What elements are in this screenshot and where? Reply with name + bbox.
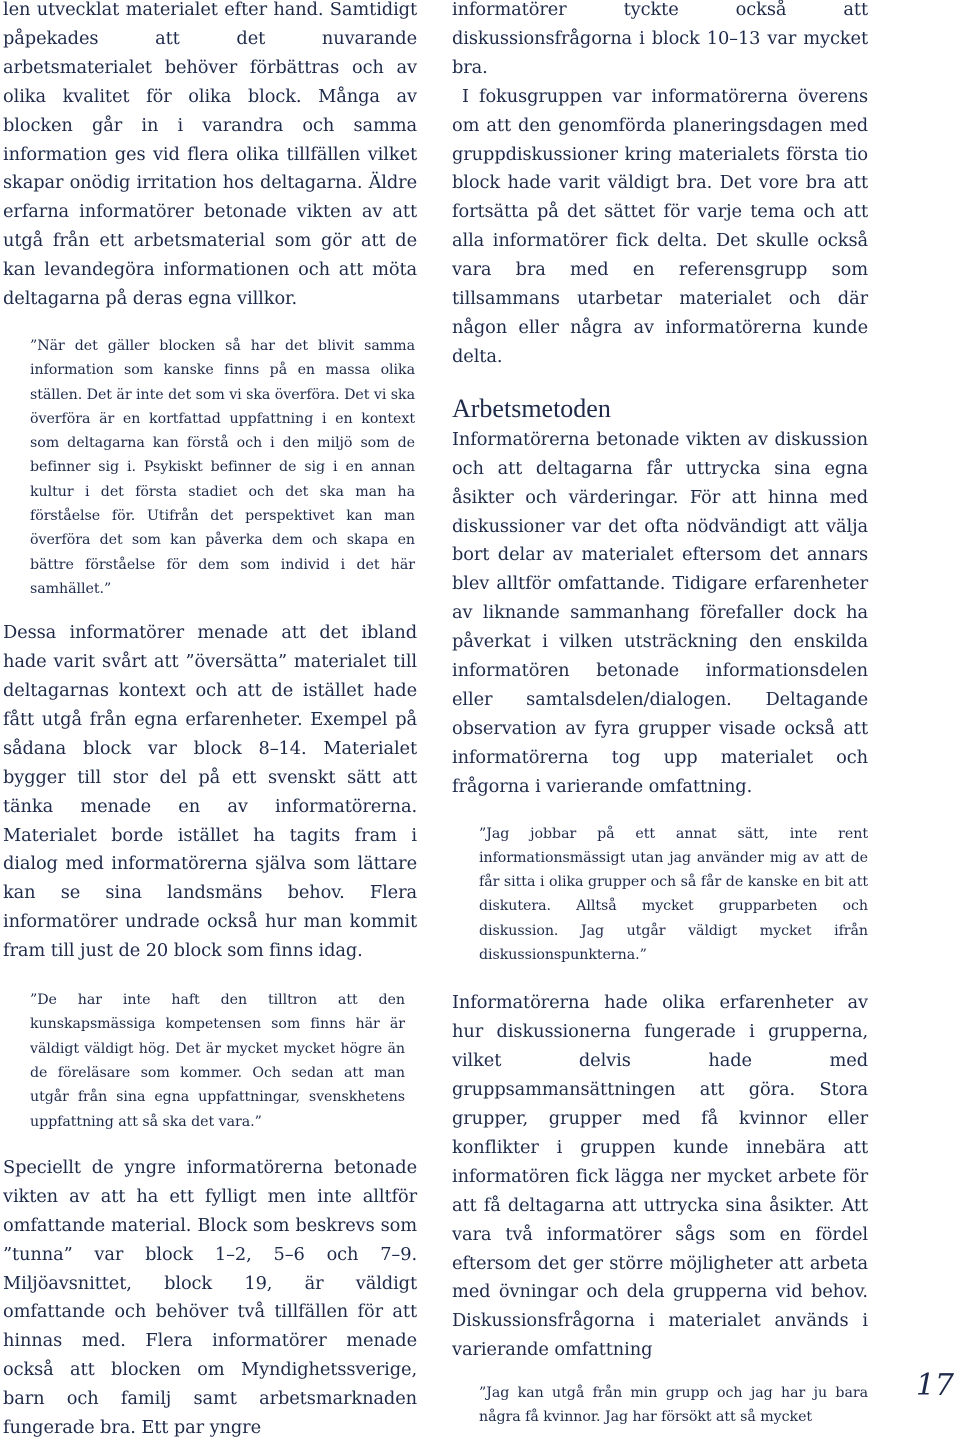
body-paragraph: I fokusgruppen var informatörerna överens om att den genomförda planeringsdagen med gruppdiskussioner kring materialets första tio block hade varit väldigt bra. Det vore bra att fortsätta på det sättet för varje tema och att alla informatörer fick delta. Det skulle också vara bra med en referensgrupp som tillsammans utarbetar materialet och där någon eller några av informatörerna kunde delta.	[452, 85, 868, 367]
body-paragraph: Speciellt de yngre informatörerna betonade vikten av att ha ett fylligt men inte alltför omfattande material. Block som beskrevs som ”tunna” var block 1–2, 5–6 och 7–9. Miljöavsnittet, block 19, är väldigt omfattande och behöver två tillfällen för att hinnas med. Flera informatörer menade också att blocken om Myndighetssverige, barn och familj samt arbetsmarknaden fungerade bra. Ett par yngre	[3, 1156, 417, 1439]
body-paragraph: informatörer tyckte också att diskussionsfrågorna i block 10–13 var mycket bra.	[452, 0, 868, 78]
block-quote: ”När det gäller blocken så har det blivit samma information som kanske finns på en massa olika ställen. Det är inte det som vi ska överföra. Det vi ska överföra är en kortfattad uppfattning i en kontext som deltagarna kan förstå och i den miljö som de befinner sig i. Psykiskt befinner de sig i en annan kultur i det första stadiet och det ska man ha förståelse för. Utifrån det perspektivet kan man överföra det som kan påverka dem och skapa en bättre förståelse för dem som individ i det här samhället.”	[30, 337, 415, 597]
block-quote: ”Jag jobbar på ett annat sätt, inte rent informationsmässigt utan jag använder mig av att de får sitta i olika grupper och så får de kanske en bit att diskutera. Alltså mycket grupparbeten och diskussion. Jag utgår väldigt mycket ifrån diskussionspunkterna.”	[479, 825, 868, 964]
body-paragraph: len utvecklat materialet efter hand. Samtidigt påpekades att det nuvarande arbetsmaterialet behöver förbättras och av olika kvalitet för olika block. Många av blocken går in i varandra och samma information ges vid flera olika tillfällen vilket skapar onödig irritation hos deltagarna. Äldre erfarna informatörer betonade vikten av att utgå från ett arbetsmaterial som gör att de kan levandegöra informationen och att möta deltagarna på deras egna villkor.	[3, 0, 417, 310]
block-quote: ”De har inte haft den tilltron att den kunskapsmässiga kompetensen som finns här är väldigt väldigt hög. Det är mycket mycket högre än de föreläsare som kommer. Och sedan att man utgår från sina egna uppfattningar, svenskhetens uppfattning att så ska det vara.”	[30, 992, 405, 1130]
right-column	[452, 0, 868, 1430]
block-quote: ”Jag kan utgå från min grupp och jag har ju bara några få kvinnor. Jag har försökt att så mycket	[479, 1385, 868, 1426]
body-paragraph: Informatörerna hade olika erfarenheter av hur diskussionerna fungerade i grupperna, vilket delvis hade med gruppsammansättningen att göra. Stora grupper, grupper med få kvinnor eller konflikter i gruppen kunde innebära att informatören fick lägga ner mycket arbete för att få deltagarna att uttrycka sina åsikter. Att vara två informatörer sågs som en fördel eftersom det ger större möjligheter att arbeta med övningar och dela grupperna vid behov. Diskussionsfrågorna i materialet används i varierande omfattning	[452, 992, 868, 1361]
body-paragraph: Dessa informatörer menade att det ibland hade varit svårt att ”översätta” materialet till deltagarnas kontext och att de istället hade fått utgå från egna erfarenheter. Exempel på sådana block var block 8–14. Materialet bygger till stor del på ett svenskt sätt att tänka menade en av informatörerna. Materialet borde istället ha tagits fram i dialog med informatörerna själva som lättare kan se sina landsmäns behov. Flera informatörer undrade också hur man kommit fram till just de 20 block som finns idag.	[3, 622, 417, 962]
page-number: 17	[915, 1368, 954, 1403]
section-heading: Arbetsmetoden	[452, 393, 611, 423]
left-column	[3, 0, 417, 1443]
body-paragraph: Informatörerna betonade vikten av diskussion och att deltagarna får uttrycka sina egna åsikter och värderingar. För att hinna med diskussioner var det ofta nödvändigt att välja bort delar av materialet eftersom det annars blev alltför omfattande. Tidigare erfarenheter av liknande sammanhang förefaller dock ha påverkat i vilken utsträckning den enskilda informatören betonade informationsdelen eller samtalsdelen/dialogen. Deltagande observation av fyra grupper visade också att informatörerna tog upp materialet och frågorna i varierande omfattning.	[452, 428, 868, 797]
